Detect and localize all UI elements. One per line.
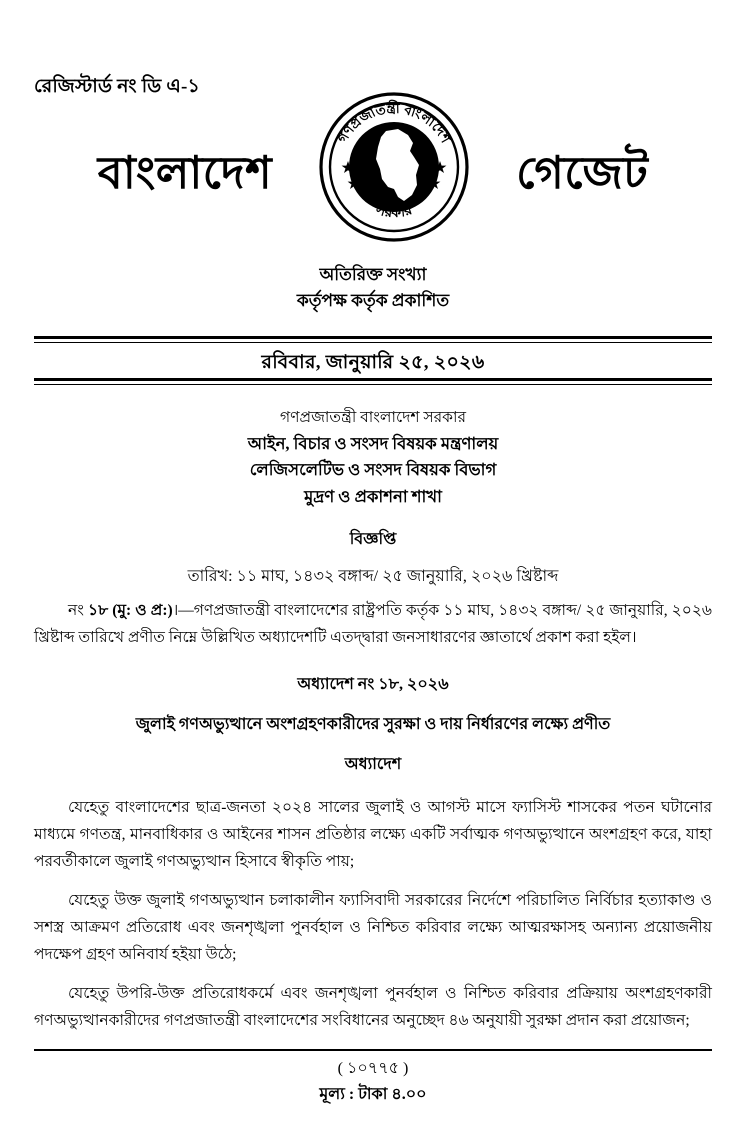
svg-text:সরকার: সরকার [374, 203, 415, 222]
ordinance-title-block [34, 673, 712, 777]
ministry-name: আইন, বিচার ও সংসদ বিষয়ক মন্ত্রণালয় [247, 433, 499, 453]
page-number: ( ১০৭৭৫ ) [337, 1060, 409, 1077]
government-block [32, 405, 714, 511]
division-name: লেজিসলেটিভ ও সংসদ বিষয়ক বিভাগ [249, 460, 497, 480]
masthead [32, 78, 714, 256]
footer-divider [34, 1049, 712, 1051]
divider-bottom [34, 378, 712, 385]
ordinance-long-title: জুলাই গণঅভ্যুত্থানে অংশগ্রহণকারীদের সুরক্ষা ও দায় নির্ধারণের লক্ষ্যে প্রণীত [135, 716, 611, 734]
preamble-clauses [34, 795, 712, 1034]
notification-number-suffix: ।— [172, 602, 194, 619]
gazette-title-right: গেজেট [516, 147, 649, 198]
footer [32, 1056, 714, 1107]
divider-top-thin [34, 342, 712, 344]
divider-bottom-thin [34, 384, 712, 386]
publication-date: রবিবার, জানুয়ারি ২৫, ২০২৬ [261, 352, 485, 373]
ordinance-word: অধ্যাদেশ [344, 756, 402, 774]
notification-paragraph [34, 598, 712, 651]
document-body [34, 598, 712, 1035]
subtitle-block [32, 262, 714, 315]
register-number: রেজিস্টার্ড নং ডি এ-১ [34, 76, 201, 97]
svg-text:গণপ্রজাতন্ত্রী বাংলাদেশ: গণপ্রজাতন্ত্রী বাংলাদেশ [334, 100, 454, 146]
notification-number: ১৮ (মু: ও প্র:) [88, 602, 173, 619]
bangladesh-government-emblem-icon [318, 91, 470, 243]
divider-top [34, 336, 712, 343]
subtitle-published-by-authority: কর্তৃপক্ষ কর্তৃক প্রকাশিত [296, 291, 450, 311]
notification-date: তারিখ: ১১ মাঘ, ১৪৩২ বঙ্গাব্দ/ ২৫ জানুয়ারি, ২০২৬ খ্রিষ্টাব্দ [187, 568, 559, 585]
notification-number-prefix: নং [68, 602, 89, 619]
price-label: মূল্য : টাকা ৪.০০ [319, 1085, 427, 1103]
whereas-clause: যেহেতু বাংলাদেশের ছাত্র-জনতা ২০২৪ সালের জুলাই ও আগস্ট মাসে ফ্যাসিস্ট শাসকের পতন ঘটানোর মাধ্যমে গণতন্ত্র, মানবাধিকার ও আইনের শাসন প্রতিষ্ঠার লক্ষ্যে একটি সর্বাত্মক গণঅভ্যুত্থানে অংশগ্রহণ করে, যাহা পরবর্তীকালে জুলাই গণঅভ্যুত্থান হিসাবে স্বীকৃতি পায়; [34, 799, 712, 870]
ordinance-number: অধ্যাদেশ নং ১৮, ২০২৬ [297, 676, 449, 694]
government-name: গণপ্রজাতন্ত্রী বাংলাদেশ সরকার [279, 409, 467, 426]
divider-bottom-thick [34, 378, 712, 381]
branch-name: মুদ্রণ ও প্রকাশনা শাখা [304, 487, 442, 506]
gazette-title-left: বাংলাদেশ [97, 147, 273, 198]
whereas-clause: যেহেতু উক্ত জুলাই গণঅভ্যুত্থান চলাকালীন ফ্যাসিবাদী সরকারের নির্দেশে পরিচালিত নির্বিচার হত্যাকাণ্ড ও সশস্ত্র আক্রমণ প্রতিরোধ এবং জনশৃঙ্খলা পুনর্বহাল ও নিশ্চিত করিবার লক্ষ্যে আত্মরক্ষাসহ অন্যান্য প্রয়োজনীয় পদক্ষেপ গ্রহণ অনিবার্য হইয়া উঠে; [34, 892, 712, 963]
whereas-clause: যেহেতু উপরি-উক্ত প্রতিরোধকর্মে এবং জনশৃঙ্খলা পুনর্বহাল ও নিশ্চিত করিবার প্রক্রিয়ায় অংশগ্রহণকারী গণঅভ্যুত্থানকারীদের গণপ্রজাতন্ত্রী বাংলাদেশের সংবিধানের অনুচ্ছেদ ৪৬ অনুযায়ী সুরক্ষা প্রদান করা প্রয়োজন; [34, 985, 712, 1029]
subtitle-extra-issue: অতিরিক্ত সংখ্যা [319, 265, 427, 284]
notification-body-text: গণপ্রজাতন্ত্রী বাংলাদেশের রাষ্ট্রপতি কর্তৃক ১১ মাঘ, ১৪৩২ বঙ্গাব্দ/ ২৫ জানুয়ারি, ২০২৬ খ্রিষ্টাব্দ তারিখে প্রণীত নিম্নে উল্লিখিত অধ্যাদেশটি এতদ্দ্বারা জনসাধারণের জ্ঞাতার্থে প্রকাশ করা হইল। [34, 602, 712, 646]
divider-top-thick [34, 336, 712, 339]
notification-heading: বিজ্ঞপ্তি [349, 531, 397, 548]
